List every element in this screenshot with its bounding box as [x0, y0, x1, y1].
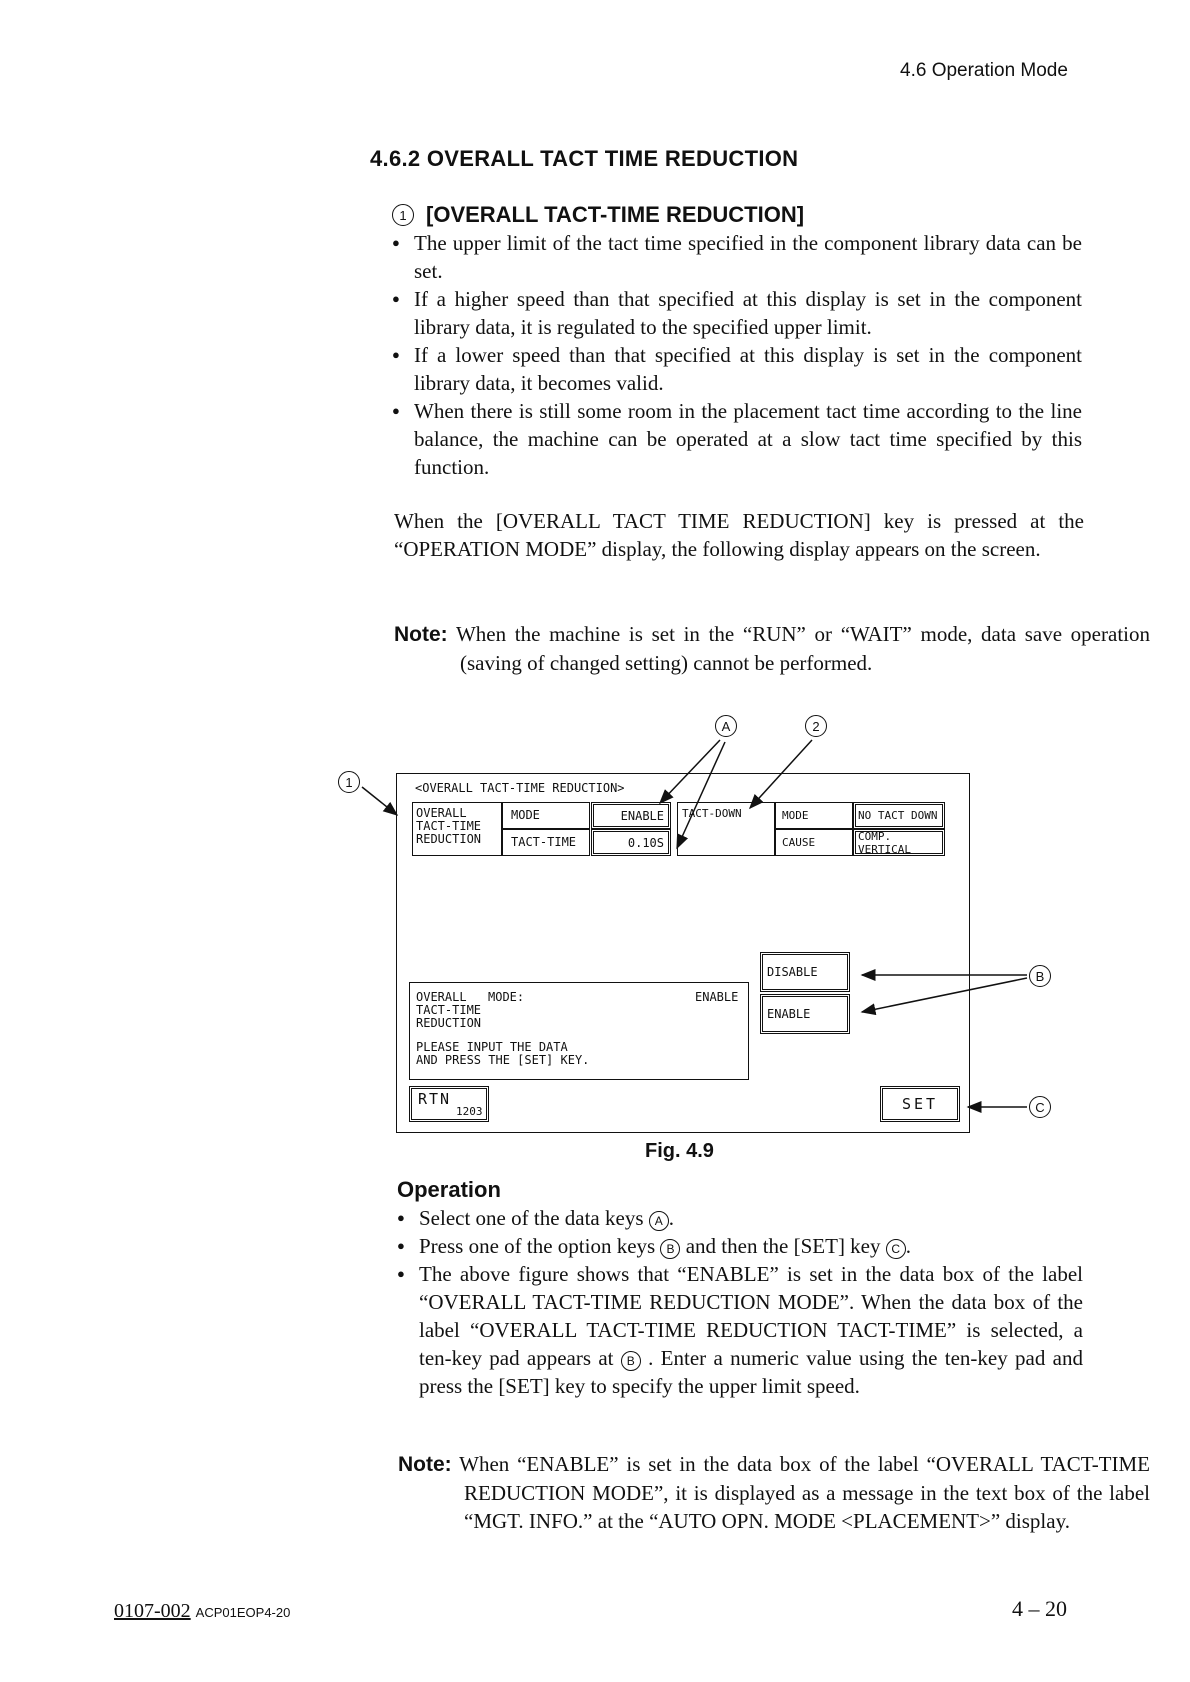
figure-caption: Fig. 4.9	[645, 1140, 714, 1162]
key-b-marker: B	[621, 1351, 641, 1371]
operation-bullet-list	[397, 1204, 1083, 1400]
list-item: ● If a lower speed than that specified at this display is set in the component library data, it becomes valid.	[392, 341, 1082, 397]
row-label-line-3: REDUCTION	[416, 832, 482, 846]
callout-a-marker: A	[715, 715, 737, 737]
mode-data-key[interactable]: ENABLE	[591, 802, 671, 829]
msg-mode-label: MODE:	[488, 990, 525, 1004]
td-cause-value: COMP. VERTICAL	[853, 829, 945, 856]
msg-mode-value: ENABLE	[695, 990, 739, 1004]
intro-paragraph: When the [OVERALL TACT TIME REDUCTION] key is pressed at the “OPERATION MODE” display, the following display appears on the screen.	[394, 509, 1084, 561]
op-text: Select one of the data keys	[419, 1206, 644, 1230]
op-text: . Enter a numeric value using the ten-key pad and press the [SET] key to specify the upper limit speed.	[419, 1346, 1083, 1398]
section-title: 4.6.2 OVERALL TACT TIME REDUCTION	[370, 146, 799, 171]
tact-time-data-key[interactable]: 0.10S	[591, 829, 671, 856]
message-box	[409, 982, 749, 1080]
td-cause-label-box	[775, 829, 853, 856]
section-header: 4.6 Operation Mode	[900, 60, 1068, 81]
td-mode-value: NO TACT DOWN	[853, 802, 945, 829]
doc-number: 0107-002	[114, 1600, 191, 1622]
key-c-marker: C	[886, 1239, 906, 1259]
td-mode-label-box	[775, 802, 853, 829]
subsection-title-text: [OVERALL TACT-TIME REDUCTION]	[426, 202, 805, 227]
tact-down-label: TACT-DOWN	[682, 807, 742, 820]
op-text: and then the [SET] key	[685, 1234, 881, 1258]
msg-line-3: REDUCTION	[416, 1016, 482, 1030]
enable-option-button[interactable]: ENABLE	[760, 994, 850, 1034]
list-item: ● When there is still some room in the placement tact time according to the line balance, the machine can be operated at a slow tact time specified by this function.	[392, 397, 1082, 481]
note-label: Note:	[398, 1453, 452, 1476]
doc-code: ACP01EOP4-20	[195, 1605, 291, 1620]
circled-number-marker: 1	[392, 204, 414, 226]
list-item: ● If a higher speed than that specified at this display is set in the component library data, it is regulated to the specified upper limit.	[392, 285, 1082, 341]
op-text: .	[668, 1206, 674, 1230]
tact-down-box	[677, 802, 775, 856]
callout-c-marker: C	[1029, 1096, 1051, 1118]
return-button[interactable]	[409, 1086, 489, 1122]
note-2	[398, 1450, 1150, 1535]
list-item	[397, 1260, 1083, 1400]
list-item	[397, 1232, 1083, 1260]
key-a-marker: A	[649, 1211, 669, 1231]
msg-prompt-2: AND PRESS THE [SET] KEY.	[416, 1053, 590, 1067]
list-item	[397, 1204, 1083, 1232]
callout-2-marker: 2	[805, 715, 827, 737]
mode-label: MODE	[511, 808, 540, 822]
note-text: When the machine is set in the “RUN” or “WAIT” mode, data save operation (saving of changed setting) cannot be performed.	[455, 622, 1150, 675]
msg-line-2: TACT-TIME	[416, 1003, 482, 1017]
tact-label-box	[502, 829, 590, 856]
callout-1-marker: 1	[338, 771, 360, 793]
row-label-line-1: OVERALL	[416, 806, 467, 820]
row-label-box	[412, 802, 502, 856]
note-label: Note:	[394, 623, 448, 646]
op-text: .	[905, 1234, 912, 1258]
list-item: ● The upper limit of the tact time specified in the component library data can be set.	[392, 229, 1082, 285]
td-cause-label: CAUSE	[782, 836, 816, 849]
mode-label-box	[502, 802, 590, 829]
msg-line-1: OVERALL	[416, 990, 467, 1004]
rtn-label: RTN	[418, 1090, 452, 1108]
msg-prompt-1: PLEASE INPUT THE DATA	[416, 1040, 568, 1054]
reduction-screen	[396, 773, 970, 1133]
td-mode-label: MODE	[782, 809, 809, 822]
disable-option-button[interactable]: DISABLE	[760, 952, 850, 992]
rtn-code: 1203	[456, 1105, 483, 1118]
callout-b-marker: B	[1029, 965, 1051, 987]
row-label-line-2: TACT-TIME	[416, 819, 482, 833]
tact-time-label: TACT-TIME	[511, 835, 577, 849]
footer-doc-id	[114, 1600, 290, 1623]
note-text: When “ENABLE” is set in the data box of the label “OVERALL TACT-TIME REDUCTION MODE”, it is displayed as a message in the text box of the label “MGT. INFO.” at the “AUTO OPN. MODE <PLACEMENT>” display.	[459, 1452, 1151, 1533]
op-text: Press one of the option keys	[419, 1234, 656, 1258]
page-number: 4 – 20	[1012, 1596, 1067, 1621]
screen-title: <OVERALL TACT-TIME REDUCTION>	[415, 781, 625, 795]
op-text: The above figure shows that “ENABLE” is set in the data box of the label “OVERALL TACT-TIME REDUCTION MODE”. When the data box of the label “OVERALL TACT-TIME REDUCTION TACT-TIME” is selected, a ten-key pad appears at	[419, 1262, 1083, 1370]
set-button[interactable]: SET	[880, 1086, 960, 1122]
key-b-marker: B	[660, 1239, 680, 1259]
operation-title: Operation	[397, 1177, 501, 1202]
